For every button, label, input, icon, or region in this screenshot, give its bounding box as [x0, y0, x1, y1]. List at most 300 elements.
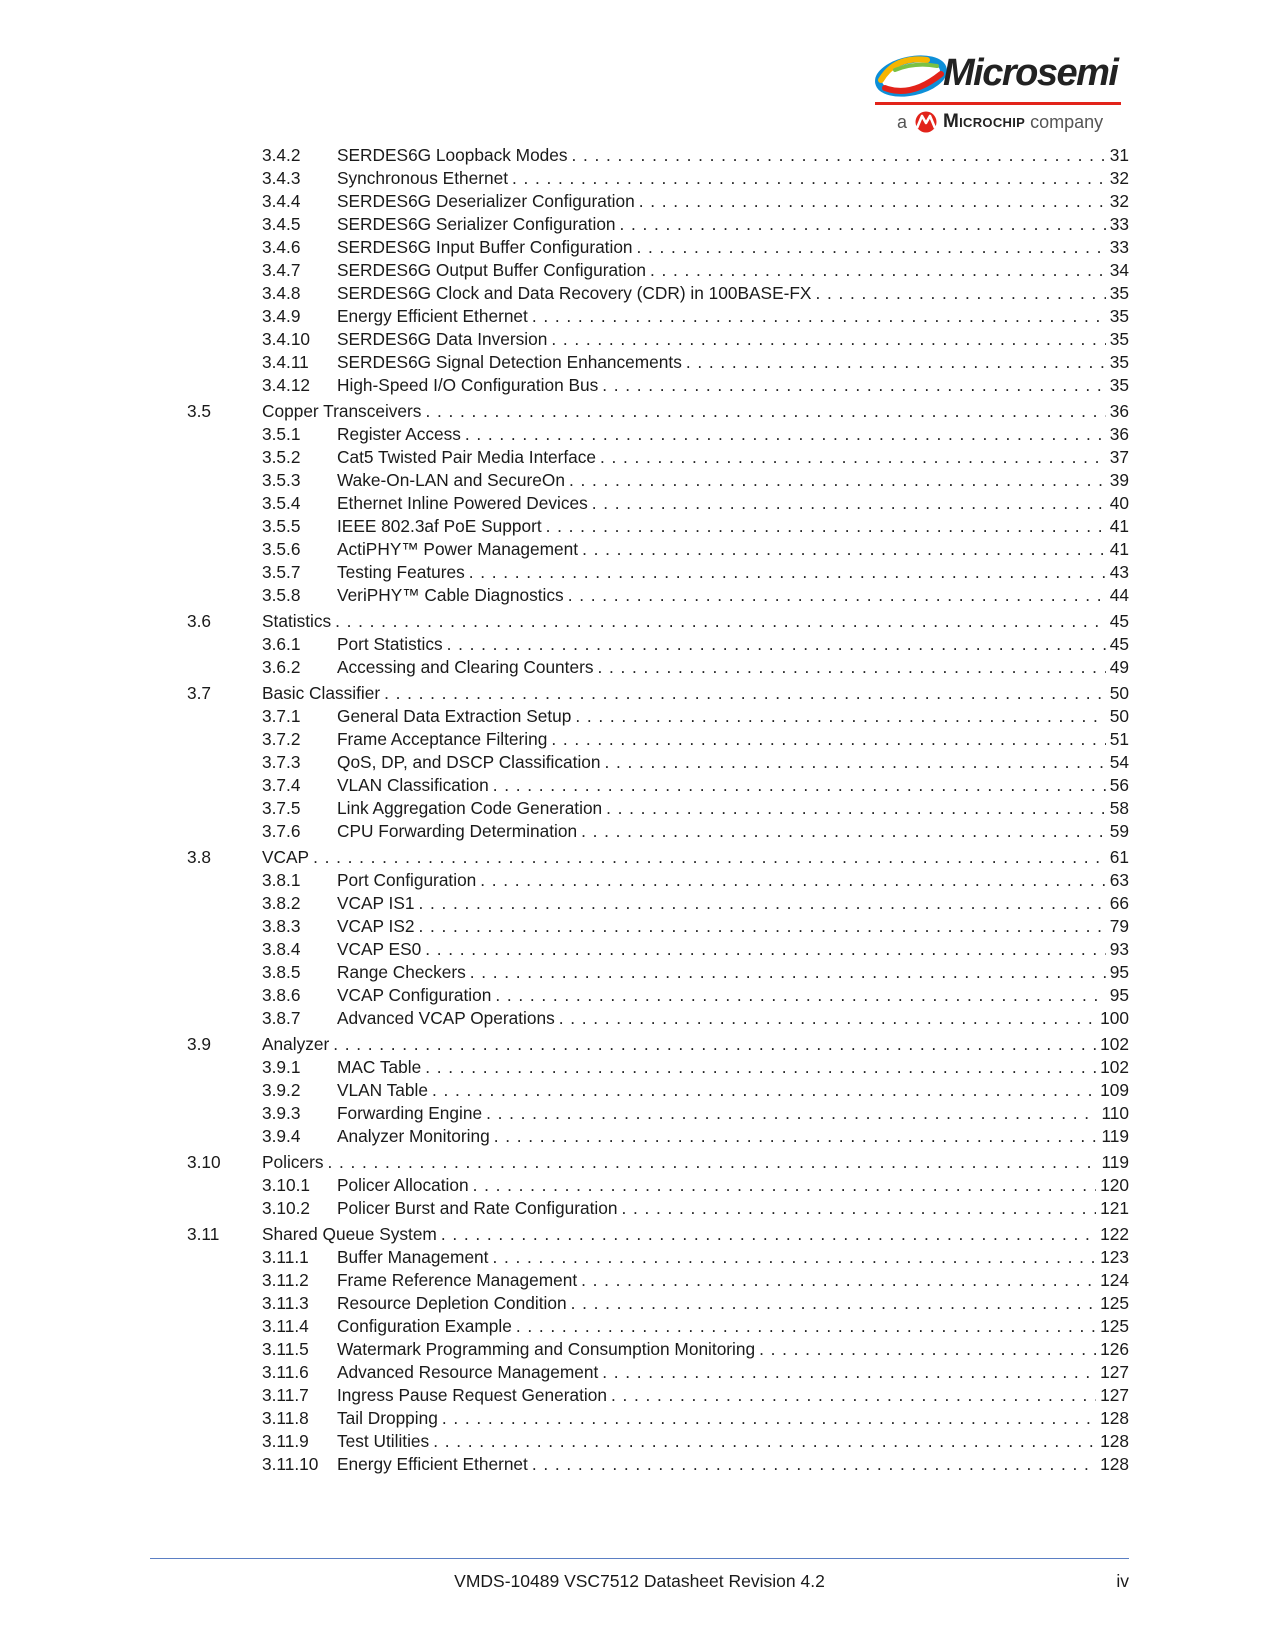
- toc-entry-line: [337, 213, 1129, 236]
- toc-entry-number: 3.7.5: [262, 798, 301, 818]
- toc-entry-line: [337, 1407, 1129, 1430]
- toc-subsection-entry[interactable]: [187, 515, 1129, 538]
- toc-entry-number: 3.8.4: [262, 939, 301, 959]
- toc-entry-line: [262, 1151, 1129, 1174]
- toc-entry-title: QoS, DP, and DSCP Classification: [337, 752, 601, 772]
- toc-entry-line: [337, 282, 1129, 305]
- toc-entry-line: [337, 1007, 1129, 1030]
- toc-entry-title: Frame Acceptance Filtering: [337, 729, 548, 749]
- dot-leader: [637, 236, 1106, 259]
- toc-section-entry[interactable]: [187, 1151, 1129, 1174]
- toc-entry-page: 119: [1101, 1152, 1129, 1172]
- toc-entry-number: 3.10: [187, 1152, 221, 1172]
- toc-entry-number: 3.8: [187, 847, 212, 867]
- dot-leader: [605, 751, 1106, 774]
- toc-entry-line: [337, 1453, 1129, 1476]
- toc-entry-line: [337, 236, 1129, 259]
- toc-entry-line: [337, 1125, 1129, 1148]
- dot-leader: [333, 1033, 1096, 1056]
- toc-entry-number: 3.9.3: [262, 1103, 301, 1123]
- tagline-brand: Microchip: [943, 111, 1026, 132]
- toc-entry-line: [337, 728, 1129, 751]
- toc-entry-title: Range Checkers: [337, 962, 466, 982]
- toc-entry-number: 3.11.10: [262, 1454, 319, 1474]
- toc-entry-title: General Data Extraction Setup: [337, 706, 572, 726]
- toc-section-entry[interactable]: [187, 1223, 1129, 1246]
- toc-subsection-entry[interactable]: [187, 423, 1129, 446]
- toc-entry-title: Policers: [262, 1152, 324, 1172]
- toc-entry-title: Advanced VCAP Operations: [337, 1008, 555, 1028]
- toc-entry-page: 63: [1109, 870, 1129, 890]
- dot-leader: [650, 259, 1106, 282]
- brand-wordmark: Microsemi: [943, 52, 1118, 94]
- logo-underline: [875, 102, 1121, 105]
- toc-subsection-entry[interactable]: [187, 1246, 1129, 1269]
- toc-entry-page: 102: [1100, 1057, 1129, 1077]
- toc-entry-line: [337, 915, 1129, 938]
- toc-subsection-entry[interactable]: [187, 892, 1129, 915]
- dot-leader: [335, 610, 1106, 633]
- toc-entry-number: 3.4.3: [262, 168, 301, 188]
- dot-leader: [384, 682, 1106, 705]
- toc-subsection-entry[interactable]: [187, 584, 1129, 607]
- toc-entry-title: Cat5 Twisted Pair Media Interface: [337, 447, 597, 467]
- toc-entry-line: [262, 682, 1129, 705]
- toc-entry-page: 119: [1101, 1126, 1129, 1146]
- toc-entry-page: 35: [1109, 329, 1129, 349]
- toc-entry-page: 33: [1109, 237, 1129, 257]
- dot-leader: [759, 1338, 1096, 1361]
- toc-entry-page: 56: [1109, 775, 1129, 795]
- toc-entry-line: [337, 938, 1129, 961]
- toc-entry-page: 79: [1109, 916, 1129, 936]
- dot-leader: [419, 915, 1106, 938]
- toc-subsection-entry[interactable]: [187, 1315, 1129, 1338]
- toc-entry-number: 3.6: [187, 611, 212, 631]
- toc-entry-page: 120: [1100, 1175, 1129, 1195]
- toc-entry-number: 3.4.2: [262, 145, 301, 165]
- dot-leader: [486, 1102, 1097, 1125]
- toc-subsection-entry[interactable]: [187, 1338, 1129, 1361]
- toc-subsection-entry[interactable]: [187, 728, 1129, 751]
- toc-entry-number: 3.9.1: [262, 1057, 301, 1077]
- toc-entry-number: 3.4.6: [262, 237, 301, 257]
- toc-entry-title: SERDES6G Loopback Modes: [337, 145, 568, 165]
- dot-leader: [622, 1197, 1097, 1220]
- toc-subsection-entry[interactable]: [187, 869, 1129, 892]
- toc-entry-title: Energy Efficient Ethernet: [337, 1454, 528, 1474]
- toc-entry-page: 128: [1100, 1454, 1129, 1474]
- logo-tagline: [897, 111, 1103, 133]
- dot-leader: [442, 1407, 1096, 1430]
- toc-entry-line: [262, 400, 1129, 423]
- toc-entry-title: Energy Efficient Ethernet: [337, 306, 528, 326]
- dot-leader: [815, 282, 1105, 305]
- toc-subsection-entry[interactable]: [187, 984, 1129, 1007]
- toc-entry-page: 36: [1109, 401, 1129, 421]
- toc-entry-number: 3.4.5: [262, 214, 301, 234]
- toc-entry-line: [337, 469, 1129, 492]
- toc-entry-page: 93: [1109, 939, 1129, 959]
- toc-section-entry[interactable]: [187, 1033, 1129, 1056]
- toc-entry-number: 3.11.2: [262, 1270, 309, 1290]
- toc-subsection-entry[interactable]: [187, 1102, 1129, 1125]
- toc-subsection-entry[interactable]: [187, 1430, 1129, 1453]
- dot-leader: [600, 446, 1106, 469]
- toc-entry-number: 3.8.2: [262, 893, 301, 913]
- dot-leader: [313, 846, 1106, 869]
- toc-entry-title: Synchronous Ethernet: [337, 168, 508, 188]
- toc-entry-line: [337, 1430, 1129, 1453]
- toc-entry-line: [262, 1223, 1129, 1246]
- toc-entry-number: 3.11: [187, 1224, 220, 1244]
- toc-entry-title: Ethernet Inline Powered Devices: [337, 493, 588, 513]
- toc-entry-number: 3.11.1: [262, 1247, 309, 1267]
- toc-entry-title: Advanced Resource Management: [337, 1362, 599, 1382]
- dot-leader: [470, 961, 1106, 984]
- toc-section-entry[interactable]: [187, 682, 1129, 705]
- toc-entry-line: [262, 846, 1129, 869]
- toc-entry-page: 33: [1109, 214, 1129, 234]
- toc-entry-line: [337, 892, 1129, 915]
- toc-subsection-entry[interactable]: [187, 190, 1129, 213]
- toc-entry-title: Basic Classifier: [262, 683, 381, 703]
- dot-leader: [516, 1315, 1096, 1338]
- toc-entry-line: [337, 1079, 1129, 1102]
- toc-entry-line: [337, 751, 1129, 774]
- toc-entry-page: 50: [1109, 706, 1129, 726]
- toc-subsection-entry[interactable]: [187, 1384, 1129, 1407]
- microsemi-swirl-icon: [875, 50, 951, 100]
- toc-entry-page: 49: [1109, 657, 1129, 677]
- dot-leader: [582, 538, 1106, 561]
- toc-subsection-entry[interactable]: [187, 561, 1129, 584]
- toc-entry-line: [337, 561, 1129, 584]
- toc-entry-page: 58: [1109, 798, 1129, 818]
- toc-entry-line: [337, 1056, 1129, 1079]
- toc-subsection-entry[interactable]: [187, 259, 1129, 282]
- dot-leader: [597, 656, 1105, 679]
- toc-entry-number: 3.8.7: [262, 1008, 301, 1028]
- toc-entry-number: 3.5.7: [262, 562, 301, 582]
- toc-entry-number: 3.4.7: [262, 260, 301, 280]
- toc-entry-line: [337, 1269, 1129, 1292]
- toc-entry-page: 44: [1109, 585, 1129, 605]
- toc-entry-number: 3.7: [187, 683, 212, 703]
- dot-leader: [602, 1361, 1096, 1384]
- dot-leader: [433, 1430, 1096, 1453]
- toc-subsection-entry[interactable]: [187, 938, 1129, 961]
- toc-entry-line: [337, 1315, 1129, 1338]
- toc-entry-line: [262, 610, 1129, 633]
- toc-entry-title: Resource Depletion Condition: [337, 1293, 567, 1313]
- toc-subsection-entry[interactable]: [187, 328, 1129, 351]
- toc-entry-number: 3.11.5: [262, 1339, 309, 1359]
- toc-entry-number: 3.7.3: [262, 752, 301, 772]
- toc-entry-line: [337, 869, 1129, 892]
- toc-entry-number: 3.4.4: [262, 191, 301, 211]
- toc-subsection-entry[interactable]: [187, 1407, 1129, 1430]
- toc-entry-title: VeriPHY™ Cable Diagnostics: [337, 585, 564, 605]
- toc-entry-number: 3.5.4: [262, 493, 301, 513]
- dot-leader: [495, 984, 1105, 1007]
- dot-leader: [494, 1125, 1098, 1148]
- toc-entry-title: MAC Table: [337, 1057, 422, 1077]
- tagline-suffix: company: [1030, 111, 1104, 132]
- toc-entry-line: [337, 259, 1129, 282]
- toc-subsection-entry[interactable]: [187, 374, 1129, 397]
- dot-leader: [551, 328, 1105, 351]
- toc-subsection-entry[interactable]: [187, 1453, 1129, 1476]
- toc-entry-page: 110: [1101, 1103, 1129, 1123]
- toc-entry-page: 121: [1100, 1198, 1129, 1218]
- toc-entry-line: [337, 774, 1129, 797]
- toc-entry-line: [337, 1174, 1129, 1197]
- toc-entry-title: Policer Burst and Rate Configuration: [337, 1198, 618, 1218]
- toc-subsection-entry[interactable]: [187, 1079, 1129, 1102]
- toc-entry-line: [337, 538, 1129, 561]
- toc-subsection-entry[interactable]: [187, 633, 1129, 656]
- toc-entry-line: [337, 633, 1129, 656]
- toc-entry-title: Analyzer: [262, 1034, 330, 1054]
- toc-subsection-entry[interactable]: [187, 282, 1129, 305]
- toc-entry-page: 109: [1100, 1080, 1129, 1100]
- toc-section-entry[interactable]: [187, 400, 1129, 423]
- toc-entry-number: 3.11.4: [262, 1316, 309, 1336]
- toc-entry-number: 3.7.2: [262, 729, 301, 749]
- toc-entry-number: 3.5.8: [262, 585, 301, 605]
- toc-subsection-entry[interactable]: [187, 305, 1129, 328]
- toc-entry-line: [337, 1384, 1129, 1407]
- dot-leader: [327, 1151, 1097, 1174]
- footer-rule: [150, 1558, 1129, 1559]
- toc-subsection-entry[interactable]: [187, 469, 1129, 492]
- toc-subsection-entry[interactable]: [187, 1292, 1129, 1315]
- dot-leader: [581, 1269, 1096, 1292]
- dot-leader: [611, 1384, 1096, 1407]
- dot-leader: [575, 705, 1105, 728]
- toc-entry-number: 3.6.2: [262, 657, 301, 677]
- toc-entry-page: 35: [1109, 283, 1129, 303]
- toc-subsection-entry[interactable]: [187, 1197, 1129, 1220]
- toc-entry-number: 3.9: [187, 1034, 212, 1054]
- toc-entry-page: 122: [1100, 1224, 1129, 1244]
- toc-entry-title: SERDES6G Signal Detection Enhancements: [337, 352, 682, 372]
- toc-entry-title: VCAP Configuration: [337, 985, 492, 1005]
- toc-entry-title: Configuration Example: [337, 1316, 512, 1336]
- toc-subsection-entry[interactable]: [187, 1007, 1129, 1030]
- toc-subsection-entry[interactable]: [187, 1269, 1129, 1292]
- toc-entry-page: 40: [1109, 493, 1129, 513]
- toc-entry-title: Analyzer Monitoring: [337, 1126, 490, 1146]
- toc-subsection-entry[interactable]: [187, 774, 1129, 797]
- toc-entry-title: SERDES6G Clock and Data Recovery (CDR) in 100BASE-FX: [337, 283, 812, 303]
- toc-entry-title: VLAN Classification: [337, 775, 489, 795]
- toc-entry-page: 59: [1109, 821, 1129, 841]
- toc-entry-title: Testing Features: [337, 562, 465, 582]
- toc-entry-title: VCAP: [262, 847, 310, 867]
- toc-entry-line: [337, 1246, 1129, 1269]
- toc-section-entry[interactable]: [187, 846, 1129, 869]
- dot-leader: [512, 167, 1106, 190]
- toc-entry-page: 43: [1109, 562, 1129, 582]
- toc-entry-title: CPU Forwarding Determination: [337, 821, 578, 841]
- toc-subsection-entry[interactable]: [187, 492, 1129, 515]
- toc-entry-page: 126: [1100, 1339, 1129, 1359]
- toc-entry-line: [337, 1338, 1129, 1361]
- toc-entry-number: 3.8.6: [262, 985, 301, 1005]
- toc-section-entry[interactable]: [187, 610, 1129, 633]
- dot-leader: [568, 584, 1106, 607]
- toc-entry-number: 3.5.2: [262, 447, 301, 467]
- toc-entry-page: 100: [1100, 1008, 1129, 1028]
- toc-entry-line: [337, 705, 1129, 728]
- toc-entry-number: 3.4.11: [262, 352, 309, 372]
- dot-leader: [559, 1007, 1096, 1030]
- toc-entry-line: [337, 1102, 1129, 1125]
- dot-leader: [532, 1453, 1096, 1476]
- toc-entry-page: 32: [1109, 168, 1129, 188]
- dot-leader: [620, 213, 1106, 236]
- toc-subsection-entry[interactable]: [187, 915, 1129, 938]
- toc-entry-line: [337, 144, 1129, 167]
- toc-entry-line: [337, 423, 1129, 446]
- toc-entry-page: 128: [1100, 1431, 1129, 1451]
- toc-entry-title: SERDES6G Output Buffer Configuration: [337, 260, 646, 280]
- toc-entry-title: VCAP IS1: [337, 893, 415, 913]
- toc-subsection-entry[interactable]: [187, 797, 1129, 820]
- dot-leader: [425, 1056, 1096, 1079]
- toc-entry-page: 127: [1100, 1362, 1129, 1382]
- dot-leader: [432, 1079, 1096, 1102]
- toc-entry-number: 3.11.7: [262, 1385, 309, 1405]
- dot-leader: [493, 774, 1106, 797]
- toc-entry-number: 3.7.1: [262, 706, 301, 726]
- toc-entry-line: [337, 492, 1129, 515]
- toc-subsection-entry[interactable]: [187, 351, 1129, 374]
- toc-entry-line: [337, 984, 1129, 1007]
- toc-entry-title: IEEE 802.3af PoE Support: [337, 516, 542, 536]
- toc-subsection-entry[interactable]: [187, 538, 1129, 561]
- toc-entry-number: 3.9.2: [262, 1080, 301, 1100]
- dot-leader: [492, 1246, 1096, 1269]
- toc-subsection-entry[interactable]: [187, 446, 1129, 469]
- toc-entry-line: [337, 328, 1129, 351]
- toc-entry-number: 3.5.3: [262, 470, 301, 490]
- dot-leader: [572, 144, 1106, 167]
- toc-entry-number: 3.8.3: [262, 916, 301, 936]
- dot-leader: [473, 1174, 1097, 1197]
- tagline-prefix: a: [897, 111, 908, 132]
- toc-entry-line: [337, 305, 1129, 328]
- toc-subsection-entry[interactable]: [187, 1056, 1129, 1079]
- toc-entry-title: Frame Reference Management: [337, 1270, 578, 1290]
- toc-entry-title: SERDES6G Serializer Configuration: [337, 214, 616, 234]
- toc-entry-title: Accessing and Clearing Counters: [337, 657, 594, 677]
- toc-entry-page: 128: [1100, 1408, 1129, 1428]
- toc-entry-number: 3.10.1: [262, 1175, 311, 1195]
- toc-entry-title: Copper Transceivers: [262, 401, 422, 421]
- toc-subsection-entry[interactable]: [187, 705, 1129, 728]
- dot-leader: [606, 797, 1106, 820]
- dot-leader: [551, 728, 1105, 751]
- dot-leader: [465, 423, 1106, 446]
- dot-leader: [639, 190, 1106, 213]
- toc-subsection-entry[interactable]: [187, 167, 1129, 190]
- toc-entry-title: Link Aggregation Code Generation: [337, 798, 603, 818]
- toc-subsection-entry[interactable]: [187, 961, 1129, 984]
- dot-leader: [602, 374, 1105, 397]
- dot-leader: [469, 561, 1106, 584]
- dot-leader: [419, 892, 1106, 915]
- toc-entry-page: 127: [1100, 1385, 1129, 1405]
- toc-entry-page: 35: [1109, 352, 1129, 372]
- toc-entry-page: 37: [1109, 447, 1129, 467]
- toc-entry-page: 32: [1109, 191, 1129, 211]
- toc-entry-line: [337, 820, 1129, 843]
- dot-leader: [571, 1292, 1097, 1315]
- toc-entry-number: 3.11.8: [262, 1408, 309, 1428]
- toc-subsection-entry[interactable]: [187, 144, 1129, 167]
- toc-subsection-entry[interactable]: [187, 656, 1129, 679]
- toc-entry-page: 123: [1100, 1247, 1129, 1267]
- toc-entry-page: 34: [1109, 260, 1129, 280]
- toc-subsection-entry[interactable]: [187, 236, 1129, 259]
- toc-entry-page: 125: [1100, 1316, 1129, 1336]
- toc-entry-line: [337, 515, 1129, 538]
- toc-entry-title: ActiPHY™ Power Management: [337, 539, 579, 559]
- toc-subsection-entry[interactable]: [187, 820, 1129, 843]
- toc-entry-number: 3.6.1: [262, 634, 301, 654]
- toc-entry-line: [337, 351, 1129, 374]
- toc-entry-page: 45: [1109, 611, 1129, 631]
- toc-entry-line: [337, 584, 1129, 607]
- toc-subsection-entry[interactable]: [187, 1125, 1129, 1148]
- toc-subsection-entry[interactable]: [187, 1361, 1129, 1384]
- dot-leader: [480, 869, 1105, 892]
- toc-entry-page: 95: [1109, 962, 1129, 982]
- dot-leader: [447, 633, 1106, 656]
- toc-entry-title: Statistics: [262, 611, 332, 631]
- toc-entry-line: [337, 1292, 1129, 1315]
- toc-entry-title: VCAP ES0: [337, 939, 422, 959]
- toc-entry-title: VLAN Table: [337, 1080, 428, 1100]
- toc-entry-title: VCAP IS2: [337, 916, 415, 936]
- toc-entry-page: 61: [1109, 847, 1129, 867]
- toc-entry-title: Test Utilities: [337, 1431, 430, 1451]
- toc-entry-line: [337, 961, 1129, 984]
- dot-leader: [546, 515, 1106, 538]
- toc-entry-page: 39: [1109, 470, 1129, 490]
- toc-entry-page: 95: [1109, 985, 1129, 1005]
- toc-entry-page: 66: [1109, 893, 1129, 913]
- toc-entry-title: SERDES6G Data Inversion: [337, 329, 548, 349]
- dot-leader: [425, 400, 1105, 423]
- toc-subsection-entry[interactable]: [187, 751, 1129, 774]
- toc-subsection-entry[interactable]: [187, 1174, 1129, 1197]
- toc-entry-number: 3.7.4: [262, 775, 301, 795]
- toc-entry-number: 3.5: [187, 401, 212, 421]
- toc-entry-line: [337, 446, 1129, 469]
- toc-entry-title: Forwarding Engine: [337, 1103, 483, 1123]
- toc-entry-number: 3.9.4: [262, 1126, 301, 1146]
- toc-entry-number: 3.5.1: [262, 424, 301, 444]
- toc-entry-line: [337, 797, 1129, 820]
- dot-leader: [581, 820, 1106, 843]
- toc-subsection-entry[interactable]: [187, 213, 1129, 236]
- toc-entry-page: 50: [1109, 683, 1129, 703]
- toc-entry-line: [337, 656, 1129, 679]
